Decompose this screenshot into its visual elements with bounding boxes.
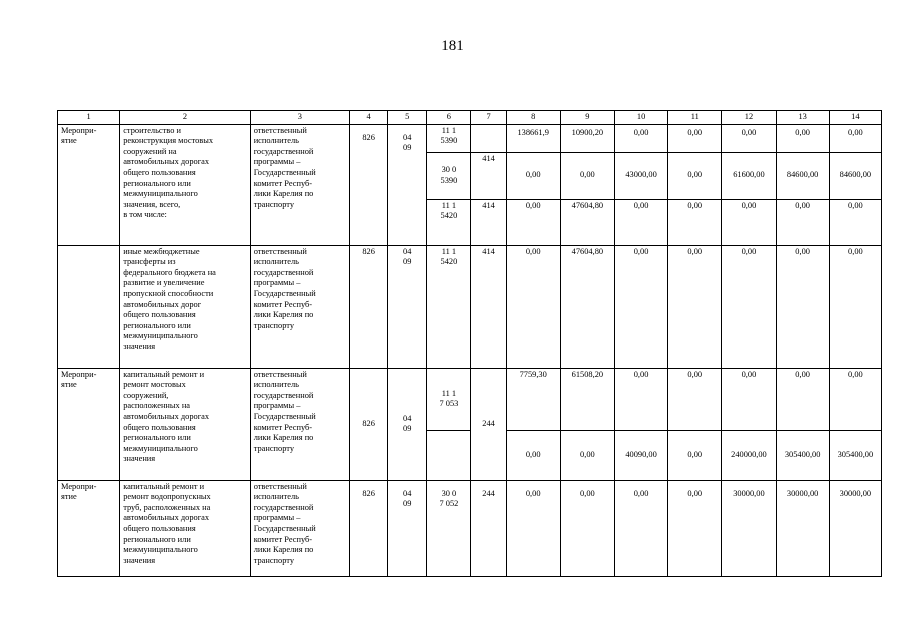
event-3-b-col11: 0,00 (668, 430, 722, 480)
event-1-b-col14: 84600,00 (829, 152, 881, 199)
csr-code: 11 1 5420 (427, 199, 471, 245)
event-3-a-col13: 0,00 (776, 368, 829, 430)
event-4-col10: 0,00 (614, 480, 667, 576)
csr-code: 11 1 5390 (427, 124, 471, 152)
event-name: капитальный ремонт и ремонт мостовых сооружений, расположенных на автомобильных дорогах общего пользования регионального или межмуниципального значения (120, 368, 250, 480)
csr-code (427, 430, 471, 480)
event-4-col9: 0,00 (560, 480, 614, 576)
grbs-code: 826 (350, 245, 388, 368)
event-1-c-col14: 0,00 (829, 199, 881, 245)
event-1-a-col10: 0,00 (614, 124, 667, 152)
event-1-c-col11: 0,00 (668, 199, 722, 245)
event-1-b-col8: 0,00 (506, 152, 560, 199)
col-header-14: 14 (829, 111, 881, 125)
col-header-6: 6 (427, 111, 471, 125)
vr-code: 414 (471, 199, 506, 245)
event-3-a-col12: 0,00 (722, 368, 776, 430)
event-1-a-col8: 138661,9 (506, 124, 560, 152)
csr-code: 11 1 7 053 (427, 368, 471, 430)
event-1-c-col13: 0,00 (776, 199, 829, 245)
event-3-a-col8: 7759,30 (506, 368, 560, 430)
event-2-col14: 0,00 (829, 245, 881, 368)
event-1-a-col12: 0,00 (722, 124, 776, 152)
executor: ответственный исполнитель государственной программы – Государственный комитет Респуб- лики Карелия по транспорту (250, 368, 349, 480)
event-3-b-col9: 0,00 (560, 430, 614, 480)
event-type (58, 245, 120, 368)
rzpr-code: 04 09 (388, 245, 427, 368)
col-header-10: 10 (614, 111, 667, 125)
event-3-a-col14: 0,00 (829, 368, 881, 430)
event-type: Меропри- ятие (58, 480, 120, 576)
col-header-9: 9 (560, 111, 614, 125)
event-2-col10: 0,00 (614, 245, 667, 368)
page-number: 181 (441, 38, 464, 54)
event-3-b-col10: 40090,00 (614, 430, 667, 480)
event-1-c-col9: 47604,80 (560, 199, 614, 245)
rzpr-code: 04 09 (388, 368, 427, 480)
event-1-a-col11: 0,00 (668, 124, 722, 152)
event-1-b-col12: 61600,00 (722, 152, 776, 199)
event-type: Меропри- ятие (58, 124, 120, 245)
csr-code: 30 0 5390 (427, 152, 471, 199)
executor: ответственный исполнитель государственной программы – Государственный комитет Респуб- лики Карелия по транспорту (250, 480, 349, 576)
event-3-a-col9: 61508,20 (560, 368, 614, 430)
event-1-c-col12: 0,00 (722, 199, 776, 245)
col-header-11: 11 (668, 111, 722, 125)
row-event-4 (58, 480, 882, 576)
event-3-b-col8: 0,00 (506, 430, 560, 480)
event-2-col9: 47604,80 (560, 245, 614, 368)
col-header-2: 2 (120, 111, 250, 125)
header-row (58, 111, 882, 125)
event-name: иные межбюджетные трансферты из федерального бюджета на развитие и увеличение пропускной способности автомобильных дорог общего пользования регионального или межмуниципального значения (120, 245, 250, 368)
row-event-1-a (58, 124, 882, 152)
col-header-4: 4 (350, 111, 388, 125)
event-1-b-col9: 0,00 (560, 152, 614, 199)
executor: ответственный исполнитель государственной программы – Государственный комитет Респуб- лики Карелия по транспорту (250, 245, 349, 368)
event-1-a-col14: 0,00 (829, 124, 881, 152)
event-4-col14: 30000,00 (829, 480, 881, 576)
budget-table (57, 110, 882, 577)
event-name: строительство и реконструкция мостовых сооружений на автомобильных дорогах общего пользования регионального или межмуниципального значения, всего, в том числе: (120, 124, 250, 245)
event-1-b-col11: 0,00 (668, 152, 722, 199)
rzpr-code: 04 09 (388, 124, 427, 245)
event-3-b-col14: 305400,00 (829, 430, 881, 480)
col-header-13: 13 (776, 111, 829, 125)
col-header-7: 7 (471, 111, 506, 125)
grbs-code: 826 (350, 368, 388, 480)
executor: ответственный исполнитель государственной программы – Государственный комитет Респуб- лики Карелия по транспорту (250, 124, 349, 245)
event-3-a-col11: 0,00 (668, 368, 722, 430)
event-1-b-col10: 43000,00 (614, 152, 667, 199)
event-4-col11: 0,00 (668, 480, 722, 576)
col-header-5: 5 (388, 111, 427, 125)
event-4-col12: 30000,00 (722, 480, 776, 576)
event-1-a-col9: 10900,20 (560, 124, 614, 152)
csr-code: 11 1 5420 (427, 245, 471, 368)
vr-code: 414 (471, 152, 506, 199)
event-2-col11: 0,00 (668, 245, 722, 368)
event-2-col8: 0,00 (506, 245, 560, 368)
col-header-8: 8 (506, 111, 560, 125)
vr-code (471, 124, 506, 152)
grbs-code: 826 (350, 124, 388, 245)
row-event-3-a (58, 368, 882, 430)
event-3-b-col12: 240000,00 (722, 430, 776, 480)
event-name: капитальный ремонт и ремонт водопропускных труб, расположенных на автомобильных дорогах общего пользования регионального или межмуниципального значения (120, 480, 250, 576)
vr-code: 414 (471, 245, 506, 368)
vr-code: 244 (471, 480, 506, 576)
event-1-c-col8: 0,00 (506, 199, 560, 245)
col-header-1: 1 (58, 111, 120, 125)
col-header-3: 3 (250, 111, 349, 125)
grbs-code: 826 (350, 480, 388, 576)
event-4-col13: 30000,00 (776, 480, 829, 576)
event-1-b-col13: 84600,00 (776, 152, 829, 199)
event-2-col12: 0,00 (722, 245, 776, 368)
vr-code: 244 (471, 368, 506, 480)
event-type: Меропри- ятие (58, 368, 120, 480)
csr-code: 30 0 7 052 (427, 480, 471, 576)
rzpr-code: 04 09 (388, 480, 427, 576)
event-4-col8: 0,00 (506, 480, 560, 576)
event-3-b-col13: 305400,00 (776, 430, 829, 480)
event-2-col13: 0,00 (776, 245, 829, 368)
event-3-a-col10: 0,00 (614, 368, 667, 430)
event-1-c-col10: 0,00 (614, 199, 667, 245)
row-event-2 (58, 245, 882, 368)
col-header-12: 12 (722, 111, 776, 125)
event-1-a-col13: 0,00 (776, 124, 829, 152)
